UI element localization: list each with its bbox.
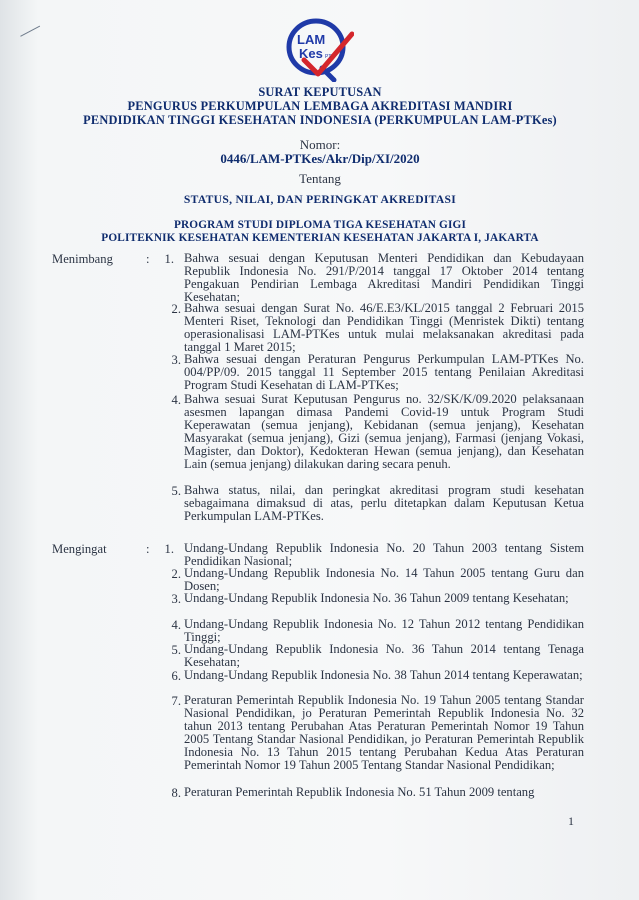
mengingat-item-1: Undang-Undang Republik Indonesia No. 20 Tahun 2003 tentang Sistem Pendidikan Nasional; — [184, 541, 584, 568]
menimbang-num-2: 2. — [171, 302, 181, 316]
mengingat-num-5: 5. — [171, 643, 181, 657]
mengingat-item-3: Undang-Undang Republik Indonesia No. 36 Tahun 2009 tentang Kesehatan; — [184, 591, 569, 605]
status-title: STATUS, NILAI, DAN PERINGKAT AKREDITASI — [183, 193, 457, 206]
mengingat-item-5: Undang-Undang Republik Indonesia No. 36 Tahun 2014 tentang Tenaga Kesehatan; — [184, 642, 584, 669]
menimbang-item-4: Bahwa sesuai Surat Keputusan Pengurus no. 32/SK/K/09.2020 pelaksanaan asesmen lapangan dimasa Pandemi Covid-19 untuk Program Studi Keperawatan (semua jenjang), Kebidanan (semua jenjang), Kesehatan Masyarakat (semua jenjang), Gizi (semua jenjang), Farmasi (jenjang Vokasi, Magister, dan Doktor), Kedokteran Hewan (semua jenjang), dan Kesehatan Lain (semua jenjang) dilakukan daring secara penuh. — [184, 392, 584, 471]
mengingat-num-8: 8. — [171, 786, 181, 800]
menimbang-item-2: Bahwa sesuai dengan Surat No. 46/E.E3/KL/2015 tanggal 2 Februari 2015 Menteri Riset, Teknologi dan Pendidikan Tinggi (Menristek Dikti) tentang operasionalisasi LAM-PTKes untuk mulai melaksanakan akreditasi pada tanggal 1 Maret 2015; — [184, 301, 584, 354]
menimbang-num-3: 3. — [171, 353, 181, 367]
logo-text-kes: Kes — [299, 46, 323, 61]
page-number: 1 — [568, 814, 574, 828]
nomor-value: 0446/LAM-PTKes/Akr/Dip/XI/2020 — [220, 151, 420, 166]
decree-header — [60, 85, 580, 127]
mengingat-item-8: Peraturan Pemerintah Republik Indonesia No. 51 Tahun 2009 tentang — [184, 785, 535, 799]
mengingat-num-6: 6. — [171, 669, 181, 683]
menimbang-item-5: Bahwa status, nilai, dan peringkat akreditasi program studi kesehatan sebagaimana dimaksud di atas, perlu ditetapkan dalam Keputusan Ketua Perkumpulan LAM-PTKes. — [184, 483, 584, 523]
mengingat-num-1: 1. — [164, 542, 174, 556]
mengingat-item-2: Undang-Undang Republik Indonesia No. 14 Tahun 2005 tentang Guru dan Dosen; — [184, 566, 584, 593]
menimbang-num-1: 1. — [164, 252, 174, 266]
program-line-1: PROGRAM STUDI DIPLOMA TIGA KESEHATAN GIGI — [173, 219, 467, 231]
logo-text-pt: PT — [325, 54, 332, 60]
nomor-label: Nomor: — [299, 137, 341, 152]
menimbang-item-3: Bahwa sesuai dengan Peraturan Pengurus Perkumpulan LAM-PTKes No. 004/PP/09. 2015 tanggal 11 September 2015 tentang Penilaian Akreditasi Program Studi Kesehatan di LAM-PTKes; — [184, 352, 584, 392]
mengingat-label: Mengingat — [52, 542, 107, 556]
header-line-1: SURAT KEPUTUSAN — [258, 85, 382, 99]
header-line-2: PENGURUS PERKUMPULAN LEMBAGA AKREDITASI MANDIRI — [127, 99, 513, 113]
mengingat-item-7: Peraturan Pemerintah Republik Indonesia No. 19 Tahun 2005 tentang Standar Nasional Pendidikan, jo Peraturan Pemerintah Republik Indonesia No. 32 tahun 2013 tentang Perubahan Atas Peraturan Pemerintah Nomor 19 Tahun 2005 Tentang Standar Nasional Pendidikan, jo Peraturan Pemerintah Republik Indonesia No. 13 Tahun 2015 tentang Perubahan Kedua Atas Peraturan Pemerintah Nomor 19 Tahun 2005 Tentang Standar Nasional Pendidikan; — [184, 693, 584, 772]
menimbang-num-5: 5. — [171, 484, 181, 498]
header-line-3: PENDIDIKAN TINGGI KESEHATAN INDONESIA (PERKUMPULAN LAM-PTKes) — [83, 113, 557, 127]
logo-text-lam: LAM — [297, 32, 326, 47]
menimbang-colon: : — [146, 252, 150, 266]
mengingat-item-6: Undang-Undang Republik Indonesia No. 38 Tahun 2014 tentang Keperawatan; — [184, 668, 583, 682]
menimbang-item-1: Bahwa sesuai dengan Keputusan Menteri Pendidikan dan Kebudayaan Republik Indonesia No. 291/P/2014 tanggal 17 Oktober 2014 tentang Pengakuan Pendirian Lembaga Akreditasi Mandiri Pendidikan Tinggi Kesehatan; — [184, 251, 584, 304]
mengingat-num-4: 4. — [171, 618, 181, 632]
mengingat-num-2: 2. — [171, 567, 181, 581]
menimbang-label: Menimbang — [52, 252, 113, 266]
mengingat-item-4: Undang-Undang Republik Indonesia No. 12 Tahun 2012 tentang Pendidikan Tinggi; — [184, 617, 584, 644]
tentang-label: Tentang — [299, 171, 341, 186]
program-title — [40, 219, 600, 245]
mengingat-colon: : — [146, 542, 150, 556]
pen-mark — [20, 26, 46, 48]
mengingat-num-3: 3. — [171, 592, 181, 606]
menimbang-num-4: 4. — [171, 393, 181, 407]
lam-ptkes-logo — [282, 16, 354, 82]
mengingat-num-7: 7. — [171, 694, 181, 708]
program-line-2: POLITEKNIK KESEHATAN KEMENTERIAN KESEHATAN JAKARTA I, JAKARTA — [101, 232, 539, 244]
